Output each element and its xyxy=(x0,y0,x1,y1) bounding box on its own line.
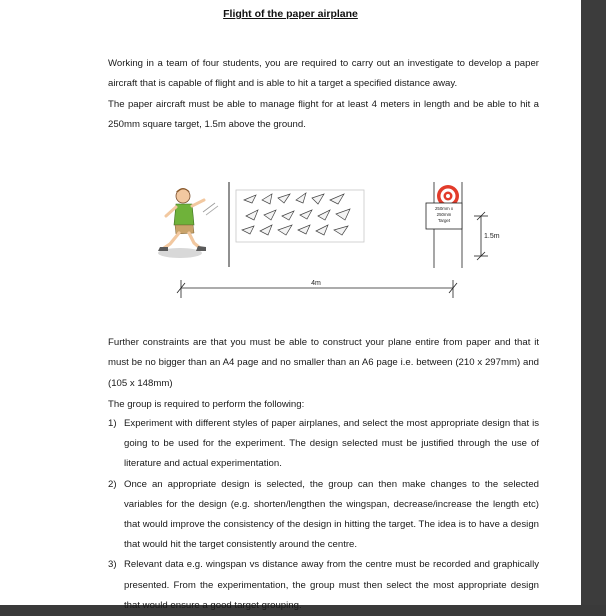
intro-paragraph-2: The paper aircraft must be able to manage flight for at least 4 meters in length and be able to hit a 250mm square target, 1.5m above the ground. xyxy=(108,99,539,131)
height-label: 1.5m xyxy=(484,233,500,240)
list-item xyxy=(108,414,539,475)
target-label-line2: 250mm xyxy=(436,212,452,217)
task-number: 3) xyxy=(108,559,117,571)
target-label-line3: Target xyxy=(437,218,451,223)
list-item xyxy=(108,475,539,556)
target xyxy=(426,182,462,268)
task-text: Relevant data e.g. wingspan vs distance away from the centre must be recorded and graphically presented. From the experimentation, the group must then select the most appropriate design that would ensure a good target grouping. xyxy=(124,559,539,611)
list-item xyxy=(108,555,539,616)
document-title: Flight of the paper airplane xyxy=(223,8,358,20)
target-label-line1: 250mm x xyxy=(434,206,454,211)
experiment-diagram xyxy=(0,170,581,300)
task-list xyxy=(108,414,539,616)
constraints-paragraph: Further constraints are that you must be able to construct your plane entire from paper and that it must be no bigger than an A4 page and no smaller than an A6 page i.e. between (210 x 297mm) and (105 x 148mm) xyxy=(108,337,539,389)
task-text: Once an appropriate design is selected, the group can then make changes to the selected variables for the design (e.g. shorten/lengthen the wingspan, decrease/increase the length etc) that would improve the consistency of the design in hitting the target. The idea is to have a design that would hit the target consistently around the centre. xyxy=(124,478,539,551)
experiment-diagram-svg xyxy=(0,170,581,300)
viewer-gutter xyxy=(581,0,606,605)
tasks-intro: The group is required to perform the following: xyxy=(108,399,305,410)
task-text: Experiment with different styles of paper airplanes, and select the most appropriate design that is going to be used for the experiment. The design selected must be justified through the use of literature and actual experimentation. xyxy=(124,418,539,470)
task-number: 2) xyxy=(108,478,117,490)
intro-paragraph-1: Working in a team of four students, you are required to carry out an investigate to develop a paper aircraft that is capable of flight and is able to hit a target a specified distance away. xyxy=(108,58,539,90)
boy-throwing-illustration xyxy=(158,188,218,258)
task-number: 1) xyxy=(108,418,117,429)
distance-label: 4m xyxy=(311,280,321,287)
